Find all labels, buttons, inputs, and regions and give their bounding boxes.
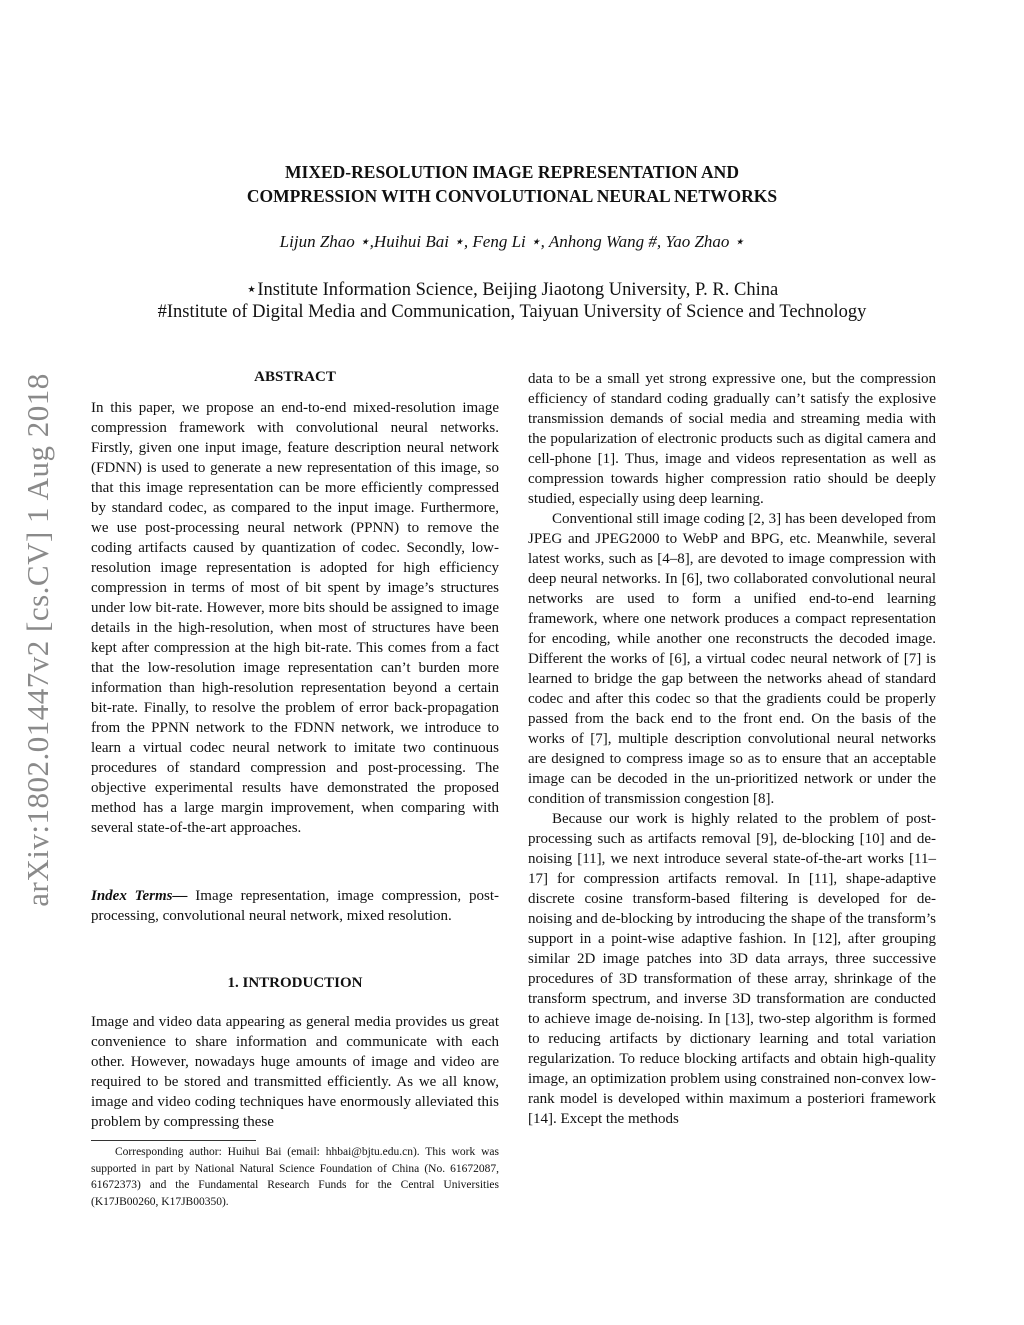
paragraph-continued: data to be a small yet strong expressive one, but the compression efficiency of standard coding gradually can’t satisfy the explosive transmission demands of social media and streaming media with the popularization of electronic products such as digital camera and cell-phone [1]. Thus, image and videos representation as well as compression towards higher compression ratio should be deeply studied, especially using deep learning. [528, 371, 936, 507]
affiliation-1: ⋆Institute Information Science, Beijing Jiaotong University, P. R. China [245, 280, 779, 300]
abstract-body: In this paper, we propose an end-to-end mixed-resolution image compression framework with convolutional neural networks. Firstly, given one input image, feature description neural network (FDNN) is used to generate a new representation of this image, so that this image representation can be more efficiently compressed by standard codec, as compared to the input image. Furthermore, we use post-processing neural network (PPNN) to remove the coding artifacts caused by quantization of codec. Secondly, low-resolution image representation is adopted for high efficiency compression in terms of most of bit spent by image’s structures under low bit-rate. However, more bits should be assigned to image details in the high-resolution, when most of structures have been kept after compression at the high bit-rate. This comes from a fact that the low-resolution image representation can’t burden more information than high-resolution representation beyond a certain bit-rate. Finally, to resolve the problem of error back-propagation from the PPNN network to the FDNN network, we introduce to learn a virtual codec neural network to imitate two continuous procedures of standard compression and post-processing. The objective experimental results have demonstrated the proposed method has a large margin improvement, when comparing with several state-of-the-art approaches. [91, 400, 499, 836]
paragraph-artifacts-removal: Because our work is highly related to the problem of post-processing such as artifacts removal [9], de-blocking [10] and de-noising [11], we next introduce several state-of-the-art works [11–17] for compression artifacts removal. In [11], shape-adaptive discrete cosine transform-based filtering is developed for de-noising and de-blocking by introducing the shape of the transform’s support in a point-wise adaptive fashion. In [12], after grouping similar 2D image patches into 3D data arrays, three successive procedures of 3D transformation of these array, shrinkage of the transform spectrum, and inverse 3D transformation are conducted to achieve image de-noising. In [13], two-step algorithm is formed to reducing artifacts by dictionary learning and total variation regularization. To reduce blocking artifacts and obtain high-quality image, an optimization problem using constrained non-convex low-rank model is developed within maximum a posteriori framework [14]. Except the methods [528, 811, 936, 1127]
footnote [91, 1144, 499, 1210]
arxiv-identifier: arXiv:1802.01447v2 [cs.CV] 1 Aug 2018 [20, 373, 55, 907]
abstract-heading: ABSTRACT [254, 369, 336, 385]
paper-title [0, 160, 1024, 208]
title-line-1: MIXED-RESOLUTION IMAGE REPRESENTATION AND [285, 162, 739, 182]
introduction-heading: 1. INTRODUCTION [227, 975, 363, 991]
paragraph-image-coding: Conventional still image coding [2, 3] has been developed from JPEG and JPEG2000 to WebP and BPG, etc. Meanwhile, several latest works, such as [4–8], are devoted to image compression with deep neural networks. In [6], two collaborated convolutional neural networks are used to form a unified end-to-end learning framework, where one network produces a compact representation for encoding, while another one reconstructs the decoded image. Different the works of [6], a virtual codec neural network of [7] is learned to bridge the gap between the networks ahead of standard codec and after this codec so that the gradients could be properly passed from the back end to the front end. On the basis of the works of [7], multiple description convolutional neural networks are designed to compress image so as to ensure that an acceptable image can be decoded in the un-prioritized network or under the condition of transmission congestion [8]. [528, 511, 936, 807]
index-terms-text: Image representation, image compression, post-processing, convolutional neural network, mixed resolution. [91, 888, 499, 924]
title-line-2: COMPRESSION WITH CONVOLUTIONAL NEURAL NETWORKS [246, 186, 778, 206]
right-column [528, 369, 936, 1129]
footnote-text: Corresponding author: Huihui Bai (email: hhbai@bjtu.edu.cn). This work was supported in part by National Natural Science Foundation of China (No. 61672087, 61672373) and the Fundamental Research Funds for the Central Universities (K17JB00260, K17JB00350). [91, 1146, 499, 1208]
index-terms [91, 886, 499, 926]
footnote-divider [91, 1140, 256, 1141]
author-list: Lijun Zhao ⋆,Huihui Bai ⋆, Feng Li ⋆, Anhong Wang #, Yao Zhao ⋆ [279, 232, 745, 251]
introduction-body: Image and video data appearing as general media provides us great convenience to share information and communicate with each other. However, nowadays huge amounts of image and video are required to be stored and transmitted efficiently. As we all know, image and video coding techniques have enormously alleviated this problem by compressing these [91, 1014, 499, 1130]
affiliation-2: #Institute of Digital Media and Communication, Taiyuan University of Science and Technology [157, 302, 867, 322]
index-terms-label: Index Terms— [91, 888, 188, 904]
